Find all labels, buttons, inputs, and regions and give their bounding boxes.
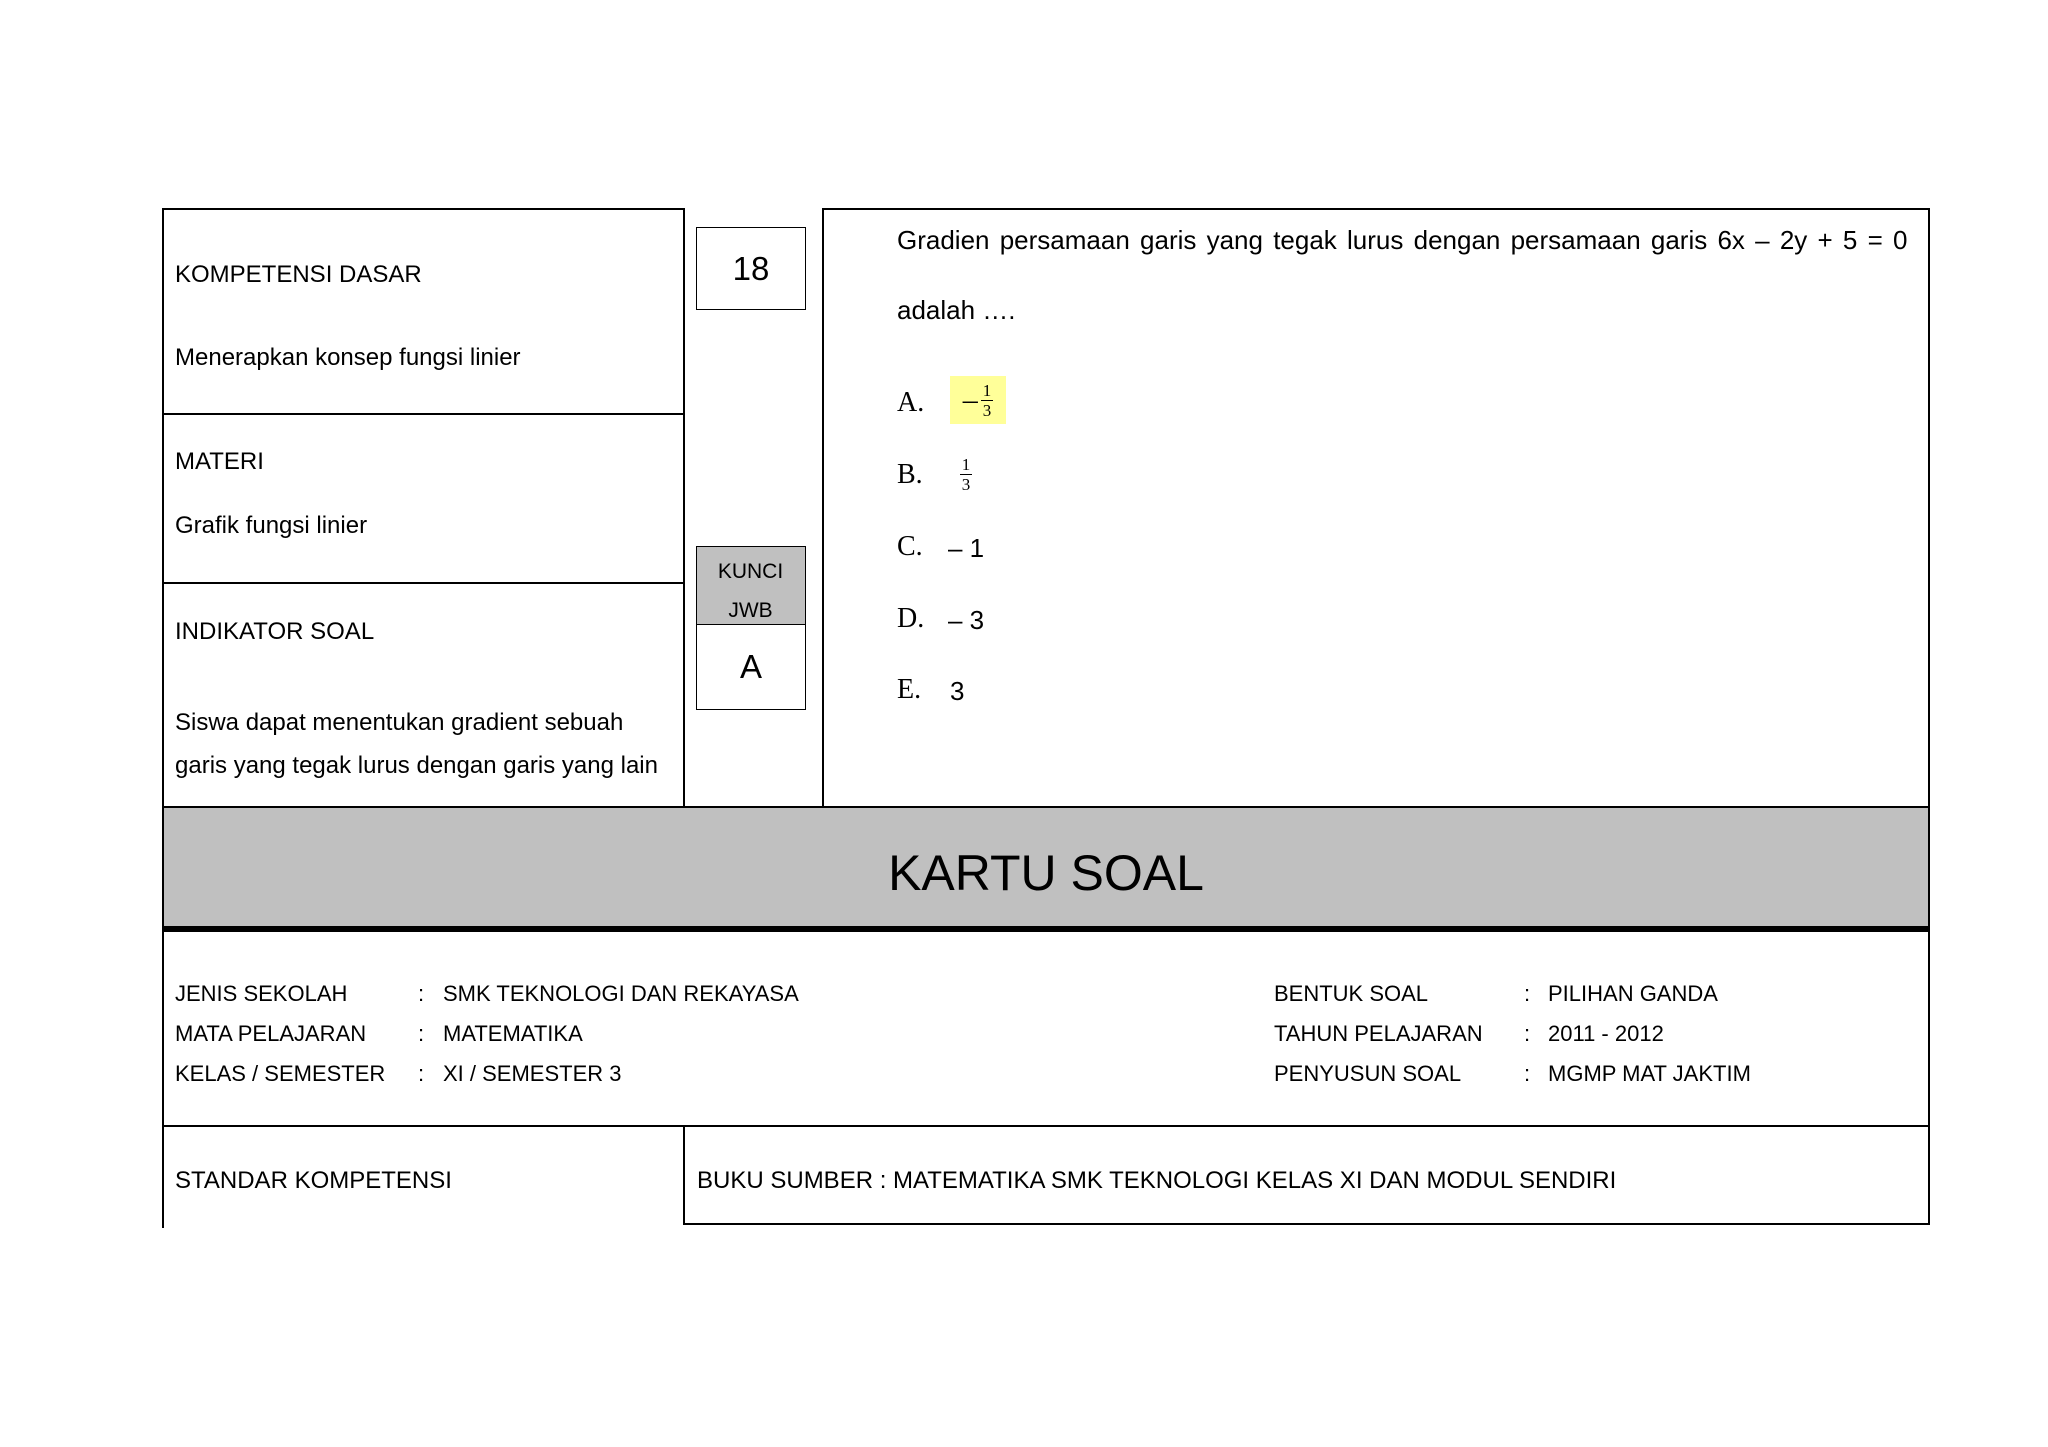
question-line1: Gradien persamaan garis yang tegak lurus dengan persamaan garis 6x – 2y + 5 = 0 — [897, 225, 1908, 255]
kompetensi-dasar-label: KOMPETENSI DASAR — [175, 261, 422, 288]
option-b-letter: B. — [897, 459, 923, 490]
left-column-divider — [683, 208, 685, 808]
question-box-top — [822, 208, 1930, 210]
materi-value: Grafik fungsi linier — [175, 512, 368, 539]
question-box-left — [822, 208, 824, 808]
answer-key-value-box — [696, 624, 806, 710]
divider-materi-indikator — [162, 582, 685, 584]
option-b-numerator: 1 — [961, 454, 971, 474]
kompetensi-dasar-value: Menerapkan konsep fungsi linier — [175, 344, 521, 371]
penyusun-soal-value: MGMP MAT JAKTIM — [1548, 1061, 1751, 1086]
question-number-box — [696, 227, 806, 310]
option-a-letter: A. — [897, 387, 925, 418]
option-a-denominator: 3 — [982, 400, 992, 420]
option-b-fraction — [960, 456, 973, 493]
option-a-highlight — [950, 376, 1006, 424]
left-border — [162, 208, 164, 1228]
option-d-value: – 3 — [948, 605, 985, 635]
indikator-soal-label: INDIKATOR SOAL — [175, 618, 375, 645]
tahun-pelajaran-label: TAHUN PELAJARAN — [1274, 1021, 1483, 1046]
answer-key-value: A — [739, 648, 762, 685]
answer-key-label-line2: JWB — [728, 599, 773, 622]
option-c-letter: C. — [897, 531, 923, 562]
mata-pelajaran-value: MATEMATIKA — [443, 1021, 583, 1046]
materi-label: MATERI — [175, 448, 264, 475]
option-d-letter: D. — [897, 603, 925, 634]
option-b-value — [956, 452, 976, 496]
right-border — [1928, 208, 1930, 1224]
divider-kd-materi — [162, 413, 685, 415]
option-e-letter: E. — [897, 674, 922, 705]
mata-pelajaran-colon: : — [418, 1021, 425, 1046]
option-a-fraction — [981, 382, 994, 419]
jenis-sekolah-value: SMK TEKNOLOGI DAN REKAYASA — [443, 981, 799, 1006]
kelas-semester-colon: : — [418, 1061, 425, 1086]
option-b-denominator: 3 — [961, 474, 971, 494]
top-border-left — [162, 208, 685, 210]
footer-bottom-line — [683, 1223, 1930, 1225]
bentuk-soal-label: BENTUK SOAL — [1274, 981, 1429, 1006]
answer-key-label-line1: KUNCI — [717, 560, 784, 583]
info-bottom-line — [162, 1125, 1930, 1127]
option-e-value: 3 — [950, 676, 965, 706]
kelas-semester-value: XI / SEMESTER 3 — [443, 1061, 622, 1086]
answer-key-header — [696, 546, 806, 625]
penyusun-soal-colon: : — [1524, 1061, 1531, 1086]
tahun-pelajaran-colon: : — [1524, 1021, 1531, 1046]
indikator-soal-line2: garis yang tegak lurus dengan garis yang lain — [175, 752, 658, 779]
standar-kompetensi-label: STANDAR KOMPETENSI — [175, 1167, 452, 1194]
banner-title-wrap — [164, 808, 1928, 926]
option-a-numerator: 1 — [982, 380, 992, 400]
banner-title: KARTU SOAL — [888, 845, 1204, 901]
jenis-sekolah-colon: : — [418, 981, 425, 1006]
bentuk-soal-value: PILIHAN GANDA — [1548, 981, 1718, 1006]
question-line2: adalah …. — [897, 295, 1016, 325]
tahun-pelajaran-value: 2011 - 2012 — [1548, 1021, 1664, 1046]
bentuk-soal-colon: : — [1524, 981, 1531, 1006]
indikator-soal-line1: Siswa dapat menentukan gradient sebuah — [175, 709, 624, 736]
buku-sumber: BUKU SUMBER : MATEMATIKA SMK TEKNOLOGI KELAS XI DAN MODUL SENDIRI — [697, 1167, 1617, 1194]
kelas-semester-label: KELAS / SEMESTER — [175, 1061, 386, 1086]
mata-pelajaran-label: MATA PELAJARAN — [175, 1021, 367, 1046]
question-number: 18 — [732, 249, 770, 287]
footer-divider — [683, 1125, 685, 1225]
jenis-sekolah-label: JENIS SEKOLAH — [175, 981, 348, 1006]
option-a-sign: – — [962, 383, 978, 416]
penyusun-soal-label: PENYUSUN SOAL — [1274, 1061, 1462, 1086]
option-c-value: – 1 — [948, 533, 985, 563]
banner-bottom-line — [162, 926, 1930, 932]
